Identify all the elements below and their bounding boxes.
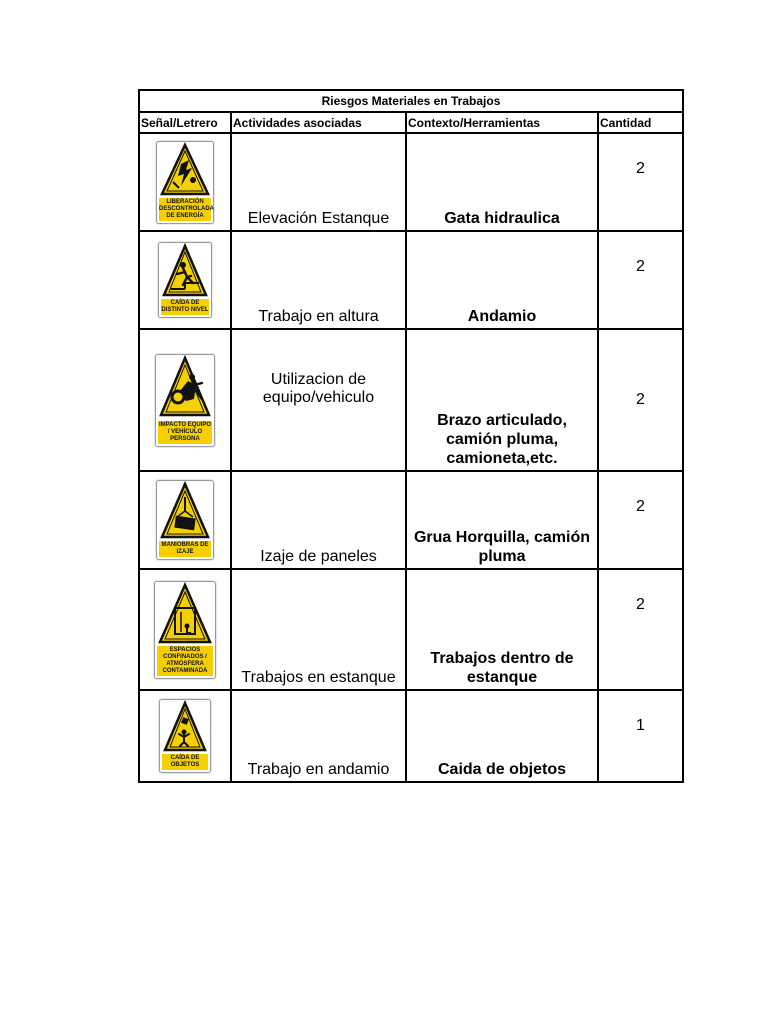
- table-row: [139, 329, 683, 471]
- header-quantity: Cantidad: [598, 112, 683, 133]
- table-row: [139, 231, 683, 329]
- sign-cell: [139, 471, 231, 569]
- quantity-cell: 2: [598, 471, 683, 569]
- energy-release-warning-icon: LIBERACIÓN DESCONTROLADA DE ENERGÍA: [156, 141, 214, 224]
- quantity-cell: 2: [598, 133, 683, 231]
- table-title: Riesgos Materiales en Trabajos: [139, 90, 683, 112]
- quantity-cell: 2: [598, 329, 683, 471]
- context-cell: Grua Horquilla, camión pluma: [406, 471, 598, 569]
- quantity-cell: 1: [598, 690, 683, 782]
- activity-cell: Utilizacion de equipo/vehiculo: [231, 329, 406, 471]
- header-activity: Actividades asociadas: [231, 112, 406, 133]
- context-cell: Brazo articulado, camión pluma, camioneta,etc.: [406, 329, 598, 471]
- header-sign: Señal/Letrero: [139, 112, 231, 133]
- context-cell: Andamio: [406, 231, 598, 329]
- table-row: [139, 569, 683, 690]
- quantity-cell: 2: [598, 569, 683, 690]
- activity-cell: Trabajos en estanque: [231, 569, 406, 690]
- activity-cell: Izaje de paneles: [231, 471, 406, 569]
- activity-cell: Elevación Estanque: [231, 133, 406, 231]
- sign-cell: [139, 133, 231, 231]
- header-context: Contexto/Herramientas: [406, 112, 598, 133]
- sign-cell: [139, 569, 231, 690]
- activity-cell: Trabajo en andamio: [231, 690, 406, 782]
- context-cell: Trabajos dentro de estanque: [406, 569, 598, 690]
- table-row: [139, 133, 683, 231]
- confined-space-warning-icon: ESPACIOS CONFINADOS / ATMÓSFERA CONTAMINADA: [154, 581, 216, 679]
- context-cell: Gata hidraulica: [406, 133, 598, 231]
- quantity-cell: 2: [598, 231, 683, 329]
- table-row: [139, 471, 683, 569]
- context-cell: Caida de objetos: [406, 690, 598, 782]
- lifting-maneuver-warning-icon: MANIOBRAS DE IZAJE: [156, 480, 214, 560]
- sign-cell: [139, 329, 231, 471]
- sign-cell: [139, 231, 231, 329]
- activity-cell: Trabajo en altura: [231, 231, 406, 329]
- risks-table: [138, 89, 684, 783]
- table-row: [139, 690, 683, 782]
- falling-objects-warning-icon: CAÍDA DE OBJETOS: [159, 699, 211, 773]
- fall-different-level-warning-icon: CAÍDA DE DISTINTO NIVEL: [158, 242, 212, 318]
- sign-cell: [139, 690, 231, 782]
- vehicle-impact-warning-icon: IMPACTO EQUIPO / VEHÍCULO PERSONA: [155, 354, 215, 447]
